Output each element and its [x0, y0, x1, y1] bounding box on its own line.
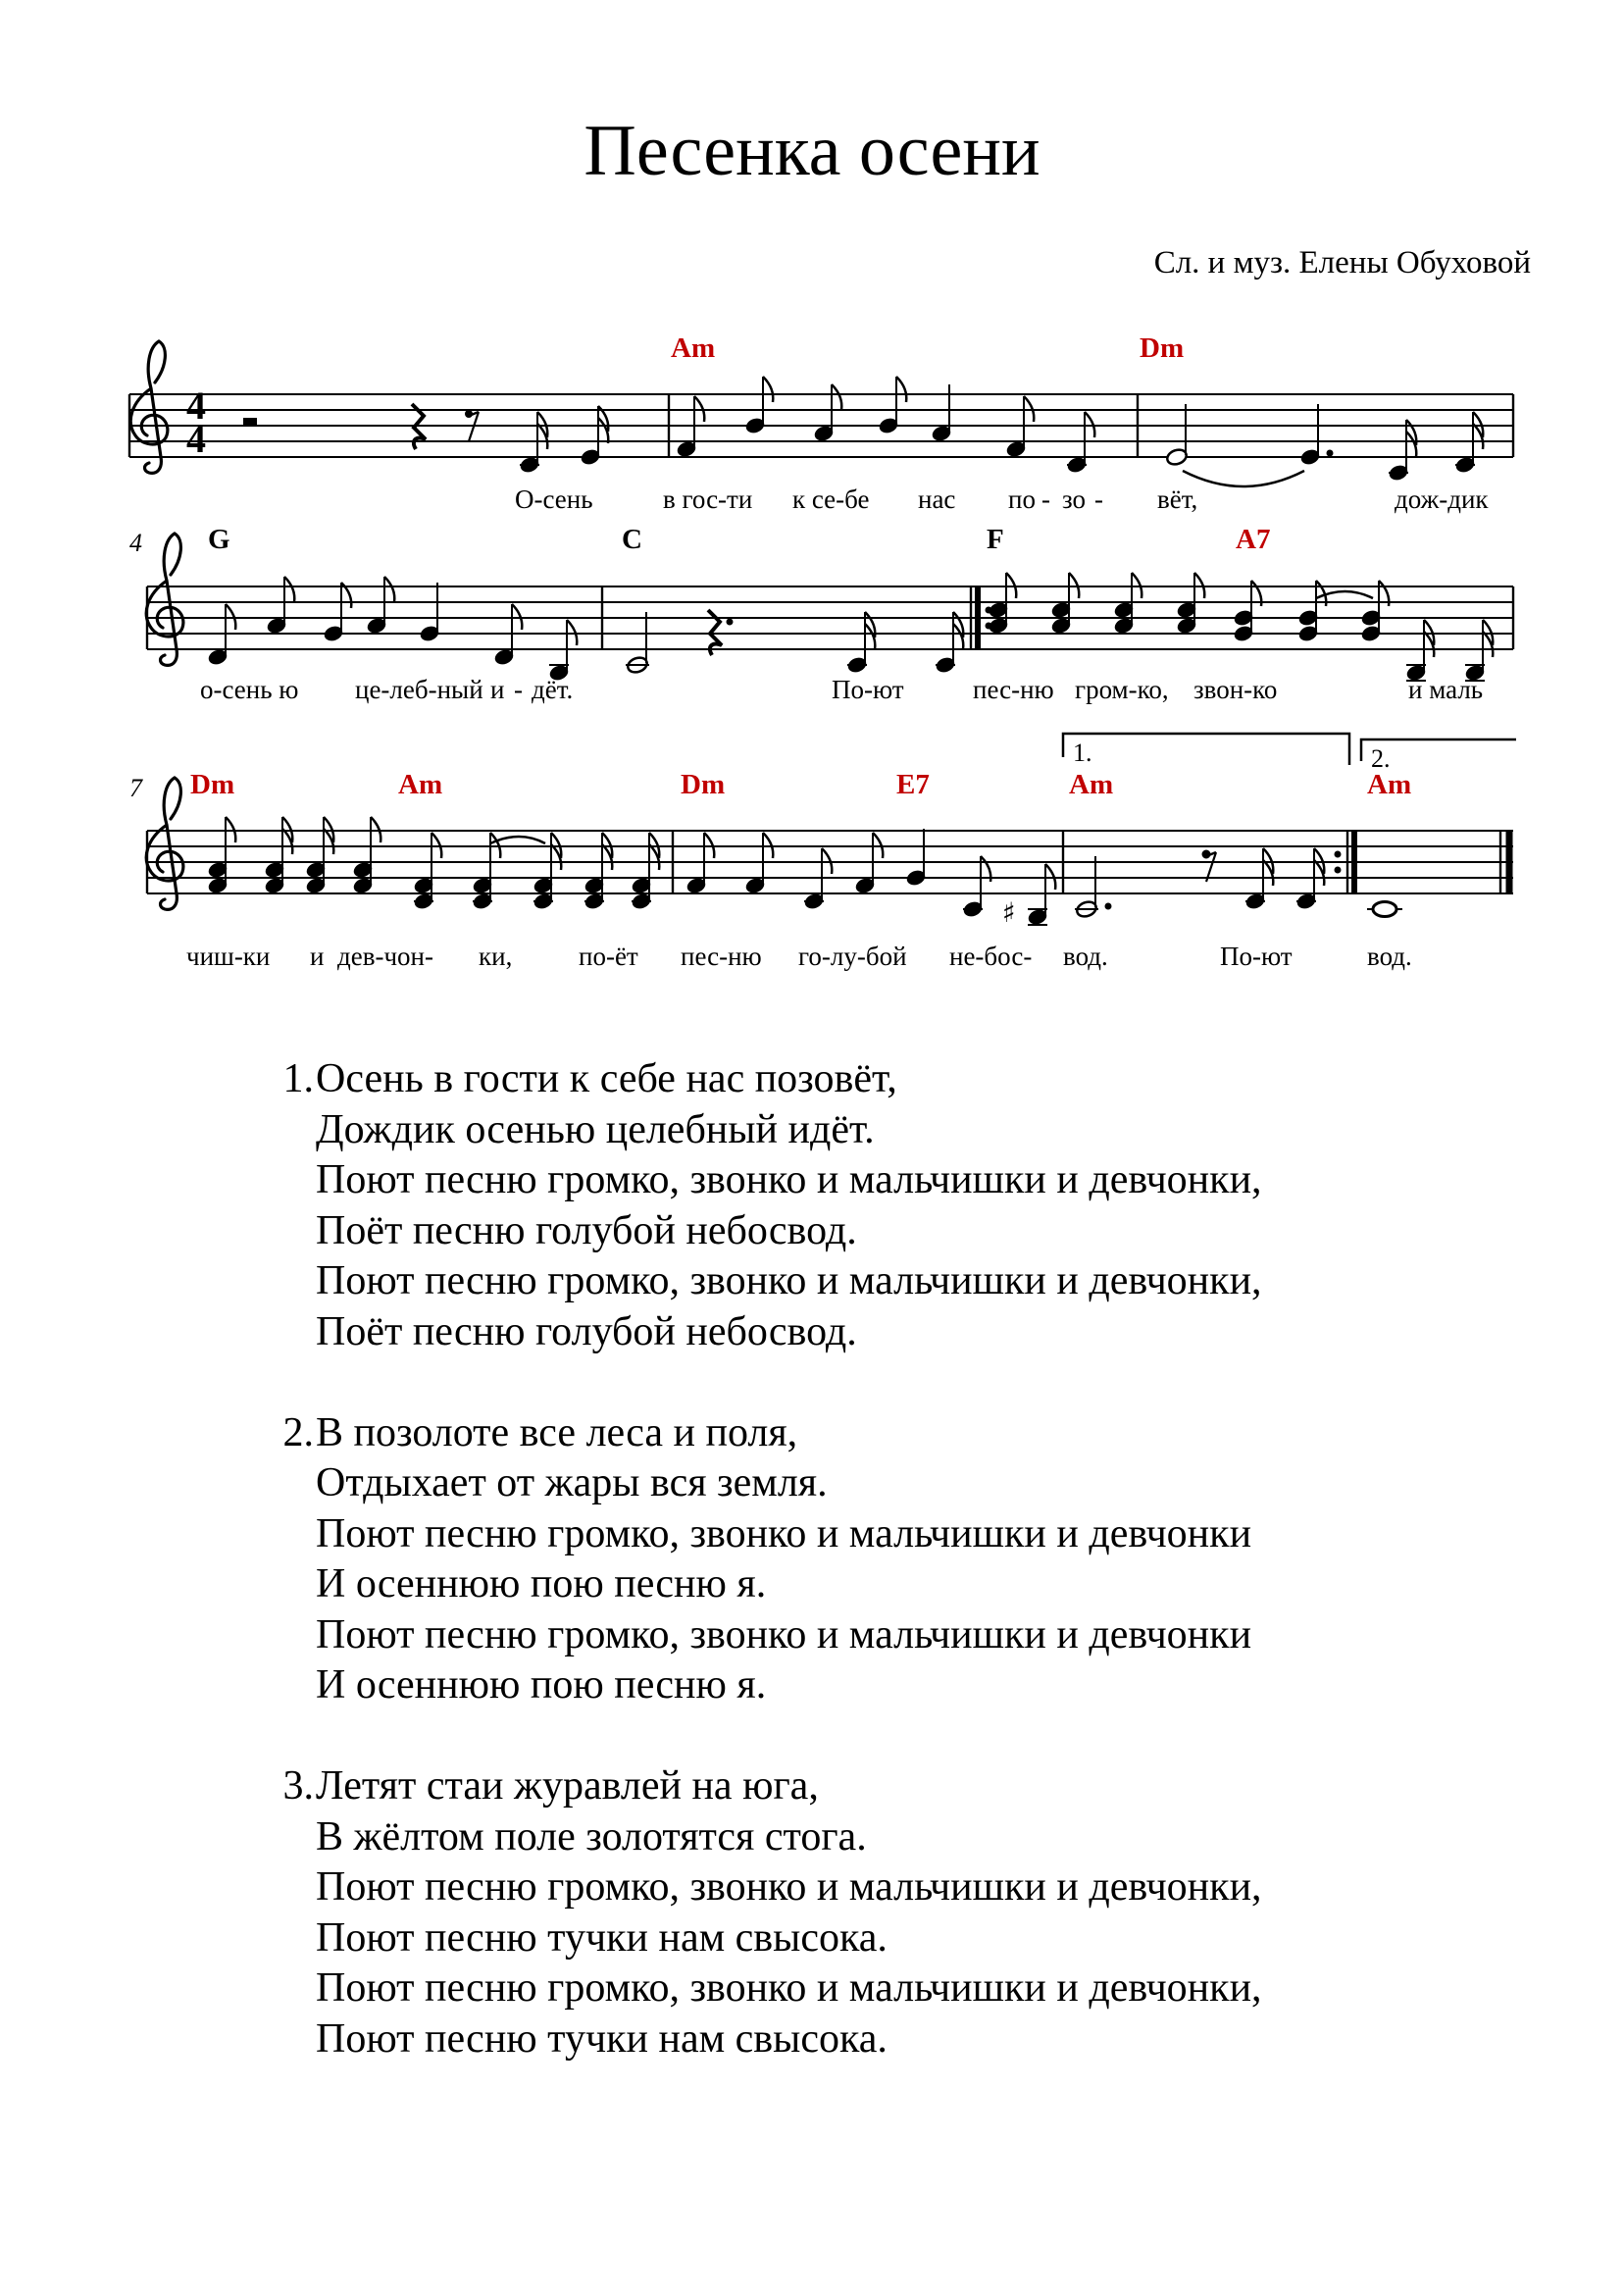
sharp-icon: ♯	[1002, 896, 1016, 929]
staff-1	[129, 394, 1513, 457]
volta-1-label: 1.	[1073, 739, 1092, 767]
lyric-syllable: в гос-ти	[663, 484, 753, 514]
lyrics-system-3	[186, 942, 1412, 971]
measure-number: 7	[129, 774, 142, 802]
notes-m6	[988, 573, 1493, 682]
verse-2	[265, 1408, 1262, 1711]
verse-line: В позолоте все леса и поля,	[316, 1409, 798, 1455]
lyrics-system-2	[200, 675, 1483, 704]
lyric-syllable: дёт.	[532, 675, 574, 704]
chord-symbol: Dm	[190, 769, 235, 800]
chord-symbol: Am	[1069, 769, 1114, 800]
verse-line: Поют песню громко, звонко и мальчишки и девчонки,	[316, 1258, 1262, 1303]
lyric-syllable: дож-дик	[1395, 484, 1489, 514]
verse-3	[265, 1761, 1262, 2065]
notes-m5	[626, 610, 963, 675]
chord-symbol: F	[987, 524, 1004, 555]
verse-line: Поют песню громко, звонко и мальчишки и девчонки,	[316, 1965, 1262, 2011]
lyric-syllable: по-ёт	[579, 942, 638, 971]
system-3	[129, 734, 1516, 971]
lyric-syllable: це-леб-ный	[355, 675, 483, 704]
treble-clef-icon	[130, 341, 168, 473]
song-credits: Сл. и муз. Елены Обуховой	[1153, 245, 1531, 280]
lyric-syllable: -	[1041, 484, 1050, 514]
verses	[265, 1054, 1262, 2116]
lyric-syllable: не-бос-	[949, 942, 1033, 971]
verse-line: Летят стаи журавлей на юга,	[316, 1763, 819, 1809]
lyric-syllable: вод.	[1063, 942, 1108, 971]
lyrics-system-1	[515, 484, 1489, 514]
volta-2-label: 2.	[1371, 744, 1391, 773]
verse-line: Поёт песню голубой небосвод.	[316, 1207, 857, 1253]
verse-line: И осеннюю пою песню я.	[316, 1561, 767, 1606]
notes-m3	[1165, 404, 1483, 486]
lyric-syllable: О-сень	[515, 484, 593, 514]
notes-m9	[1075, 848, 1324, 919]
lyric-syllable: и маль	[1408, 675, 1484, 704]
verse-line: Поют песню громко, звонко и мальчишки и девчонки,	[316, 1157, 1262, 1202]
system-2	[129, 524, 1513, 704]
lyric-syllable: гром-ко,	[1075, 675, 1169, 704]
system-1	[129, 332, 1513, 514]
lyric-syllable: пес-ню	[973, 675, 1054, 704]
verse-line: В жёлтом поле золотятся стога.	[316, 1813, 867, 1860]
notes-m4	[207, 577, 577, 682]
chord-symbol: G	[208, 524, 230, 555]
lyric-syllable: -	[1094, 484, 1103, 514]
verse-number: 1.	[282, 1056, 314, 1101]
verse-line: Отдыхает от жары вся земля.	[316, 1460, 828, 1505]
verse-line: Поют песню громко, звонко и мальчишки и девчонки	[316, 1611, 1252, 1657]
chord-symbol: Dm	[1140, 332, 1185, 364]
chord-symbol: Am	[398, 769, 443, 800]
lyric-syllable: ки,	[479, 942, 513, 971]
lyric-syllable: о-сень ю	[200, 675, 299, 704]
chord-symbol: C	[622, 524, 642, 555]
lyric-syllable: и	[490, 675, 505, 704]
time-signature-top: 4	[186, 383, 206, 428]
lyric-syllable: По-ют	[1220, 942, 1293, 971]
treble-clef-icon	[146, 534, 183, 665]
notes-m10	[1367, 902, 1402, 917]
lyric-syllable: го-лу-бой	[798, 942, 907, 971]
lyric-syllable: вод.	[1367, 942, 1412, 971]
verse-line: Поют песню тучки нам свысока.	[316, 1914, 888, 1961]
verse-line: Поют песню громко, звонко и мальчишки и девчонки,	[316, 1864, 1262, 1910]
verse-line: Осень в гости к себе нас позовёт,	[316, 1056, 897, 1101]
lyric-syllable: По-ют	[832, 675, 904, 704]
verse-line: Дождик осенью целебный идёт.	[316, 1106, 875, 1152]
lyric-syllable: звон-ко	[1193, 675, 1278, 704]
verse-line: Поют песню громко, звонко и мальчишки и девчонки	[316, 1510, 1252, 1556]
volta-brackets	[1063, 734, 1516, 773]
chord-symbol: A7	[1236, 524, 1271, 555]
lyric-syllable: -	[514, 675, 523, 704]
measure-number: 4	[129, 529, 142, 557]
lyric-syllable: нас	[918, 484, 956, 514]
sheet-music	[0, 0, 1624, 1020]
half-rest	[243, 418, 257, 426]
tie	[1183, 471, 1304, 486]
lyric-syllable: и	[310, 942, 325, 971]
verse-1	[265, 1054, 1262, 1357]
verse-number: 3.	[282, 1763, 314, 1809]
lyric-syllable: по	[1008, 484, 1036, 514]
lyric-syllable: дев-чон-	[337, 942, 433, 971]
song-title: Песенка осени	[584, 111, 1040, 191]
lyric-syllable: пес-ню	[681, 942, 762, 971]
lyric-syllable: к се-бе	[792, 484, 870, 514]
notes-m1	[519, 406, 608, 474]
treble-clef-icon	[146, 778, 183, 909]
chord-symbol: Dm	[681, 769, 726, 800]
chord-symbol: E7	[896, 769, 930, 800]
time-signature-bottom: 4	[186, 417, 206, 461]
lyric-syllable: чиш-ки	[186, 942, 271, 971]
verse-line: Поют песню тучки нам свысока.	[316, 2015, 888, 2062]
verse-line: И осеннюю пою песню я.	[316, 1662, 767, 1708]
lyric-syllable: зо	[1062, 484, 1087, 514]
chord-symbol: Am	[671, 332, 716, 364]
lyric-syllable: вёт,	[1157, 484, 1198, 514]
chord-symbol: Am	[1367, 769, 1412, 800]
verse-line: Поёт песню голубой небосвод.	[316, 1308, 857, 1354]
verse-number: 2.	[282, 1409, 314, 1455]
